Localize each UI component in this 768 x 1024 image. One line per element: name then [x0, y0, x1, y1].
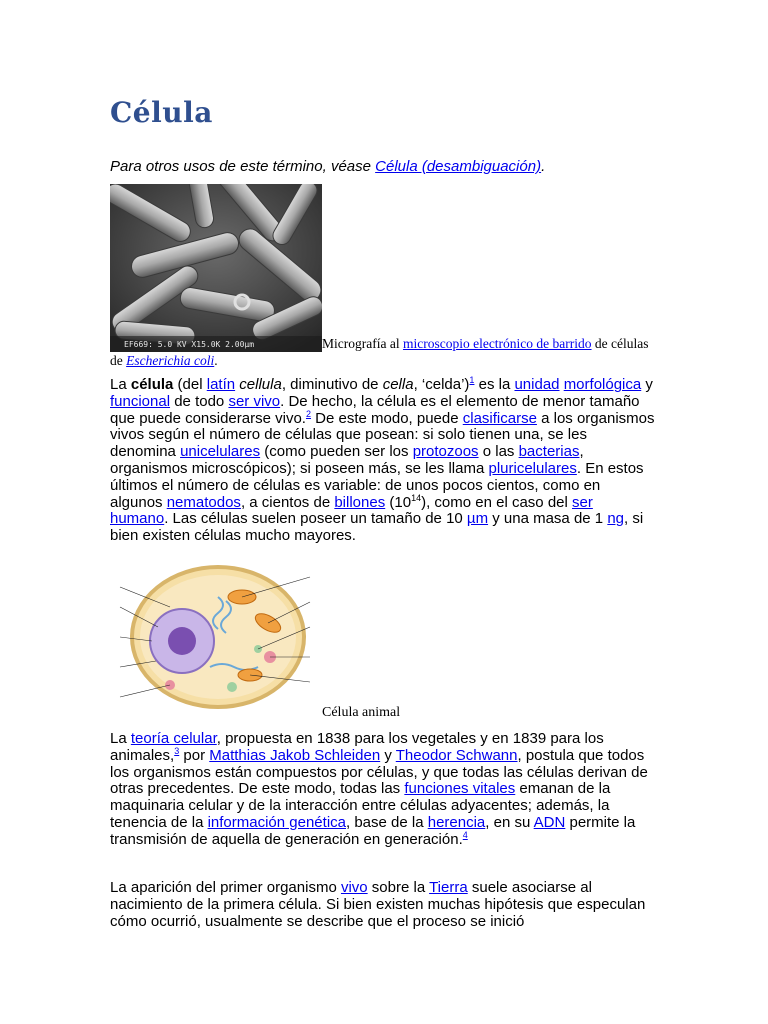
disambiguation-link[interactable]: Célula (desambiguación)	[375, 158, 542, 175]
figure-animal-cell	[110, 557, 655, 721]
text-run: De este modo, puede	[310, 409, 463, 427]
link-nanogramo[interactable]: ng	[607, 510, 624, 528]
link-funcional[interactable]: funcional	[110, 392, 171, 410]
link-unicelulares[interactable]: unicelulares	[180, 443, 261, 461]
link-herencia[interactable]: herencia	[427, 813, 486, 831]
text-run: a los organismos vivos según el número de células que posean: si solo tienen una, se les denomina	[110, 409, 655, 461]
paragraph-intro	[110, 377, 655, 545]
text-run: (como pueden ser los	[260, 443, 413, 461]
text-run: , postula que todos los organismos están compuestos por células, y que todas las células derivan de otras precedentes. De este modo, todas las	[110, 746, 648, 798]
text-run: de todo	[170, 392, 229, 410]
exponent-14: 14	[411, 492, 422, 503]
text-run: y	[641, 376, 653, 393]
text-run: cellula	[239, 376, 282, 393]
ref-1[interactable]: 1	[469, 375, 475, 385]
text-run: , diminutivo de	[281, 376, 383, 393]
link-billones[interactable]: billones	[334, 493, 386, 511]
text-run: , base de la	[346, 813, 428, 831]
link-pluricelulares[interactable]: pluricelulares	[488, 459, 577, 477]
link-ser-humano[interactable]: ser humano	[110, 493, 593, 528]
link-escherichia-coli[interactable]: Escherichia coli	[126, 353, 215, 368]
reference-superscript	[463, 830, 468, 840]
text-run: , organismos microscópicos); si poseen más, se les llama	[110, 443, 584, 477]
link-morfologica[interactable]: morfológica	[563, 376, 642, 393]
figure-ecoli	[110, 184, 655, 369]
link-teoria-celular[interactable]: teoría celular	[130, 730, 217, 747]
hatnote-suffix: .	[541, 158, 546, 175]
figure2-caption: Célula animal	[322, 705, 401, 720]
text-run: , en su	[485, 813, 534, 831]
animal-cell-diagram-image[interactable]	[110, 557, 322, 721]
text-run: cella	[382, 376, 414, 393]
figure1-caption-end: .	[214, 353, 218, 368]
link-schleiden[interactable]: Matthias Jakob Schleiden	[209, 746, 381, 764]
text-run: emanan de la maquinaria celular y de la interacción entre células adyacentes; además, la tenencia de la	[110, 780, 611, 831]
hatnote	[110, 158, 545, 175]
text-run: . Las células suelen poseer un tamaño de 10	[164, 510, 467, 528]
link-latin[interactable]: latín	[206, 376, 236, 393]
text-run: , a cientos de	[240, 493, 335, 511]
paragraph-origen	[110, 880, 655, 930]
ref-2[interactable]: 2	[305, 408, 311, 419]
paragraph-teoria-celular	[110, 731, 655, 849]
text-run: , ‘celda’)	[413, 376, 470, 393]
text-run: , propuesta en 1838 para los vegetales y en 1839 para los animales,	[110, 730, 604, 764]
link-adn[interactable]: ADN	[533, 813, 566, 831]
text-run: y una masa de 1	[488, 510, 608, 528]
figure1-caption: Micrografía al	[322, 336, 403, 351]
text-run: (10	[385, 493, 412, 511]
link-unidad[interactable]: unidad	[514, 376, 560, 393]
bold-term-celula: célula	[130, 376, 174, 393]
link-informacion-genetica[interactable]: información genética	[207, 813, 346, 831]
text-run: o las	[478, 443, 519, 461]
ref-3[interactable]: 3	[174, 745, 180, 756]
link-microscopio[interactable]: microscopio electrónico de barrido	[402, 336, 592, 351]
text-run: por	[179, 746, 210, 764]
figure1-caption-mid: de células de	[110, 336, 649, 368]
link-nematodos[interactable]: nematodos	[166, 493, 241, 511]
text-run: . De hecho, la célula es el elemento de menor tamaño que puede considerarse vivo.	[110, 392, 640, 427]
text-run: permite la transmisión de aquella de generación en generación.	[110, 813, 636, 848]
text-run: suele asociarse al nacimiento de la primera célula. Si bien existen muchas hipótesis que especulan cómo ocurrió, usualmente se describe que el proceso se inició	[110, 879, 646, 930]
text-run: es la	[474, 376, 515, 393]
text-run: La aparición del primer organismo	[110, 879, 341, 896]
text-run: , si bien existen células mucho mayores.	[110, 510, 644, 545]
text-run: ), como en el caso del	[421, 493, 573, 511]
text-run: (del	[173, 376, 207, 393]
link-vivo[interactable]: vivo	[340, 879, 368, 896]
ref-4[interactable]: 4	[462, 829, 468, 840]
link-protozoos[interactable]: protozoos	[412, 443, 479, 461]
text-run: y	[380, 746, 396, 764]
link-ser-vivo[interactable]: ser vivo	[228, 392, 281, 410]
link-bacterias[interactable]: bacterias	[518, 443, 580, 461]
link-funciones-vitales[interactable]: funciones vitales	[404, 780, 516, 798]
text-run: La	[110, 730, 131, 747]
link-tierra[interactable]: Tierra	[429, 879, 468, 896]
text-run: . En estos últimos el número de células es variable: de unos pocos cientos, como en algunos	[110, 459, 644, 511]
micrograph-scale-label: EF669: 5.0 KV X15.0K 2.00μm	[124, 340, 255, 349]
text-run: sobre la	[367, 879, 430, 896]
ecoli-micrograph-image[interactable]	[110, 184, 322, 352]
link-clasificarse[interactable]: clasificarse	[462, 409, 537, 427]
link-micrometro[interactable]: µm	[466, 510, 489, 528]
page-title: Célula	[110, 96, 213, 129]
text-run: La	[110, 376, 131, 393]
hatnote-text: Para otros usos de este término, véase	[110, 158, 376, 175]
link-schwann[interactable]: Theodor Schwann	[395, 746, 518, 764]
